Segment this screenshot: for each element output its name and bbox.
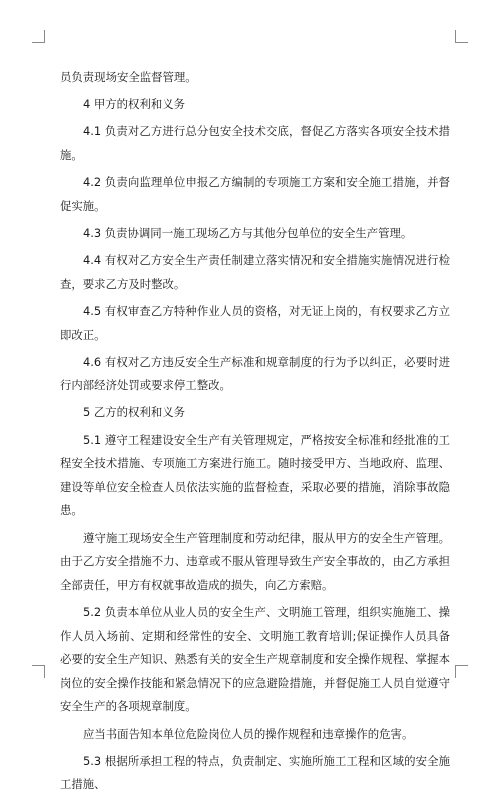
paragraph-4-2: 4.2 负责向监理单位申报乙方编制的专项施工方案和安全施工措施，并督促实施。 (60, 175, 450, 213)
crop-mark-top-left (32, 30, 45, 43)
paragraph-5-2-continued: 应当书面告知本单位危险岗位人员的操作规程和违章操作的危害。 (83, 726, 414, 741)
paragraph-5-2: 5.2 负责本单位从业人员的安全生产、文明施工管理，组织实施施工、操作人员入场前、定期和经常性的安全、文明施工教育培训;保证操作人员具备必要的安全生产知识、熟悉有关的安全生产规章制度和安全操作规程、掌握本岗位的安全操作技能和紧急情况下的应急避险措施，并督促施工人员自觉遵守安全生产的各项规章制度。 (60, 605, 450, 714)
document-body (60, 66, 450, 801)
paragraph-5-1: 5.1 遵守工程建设安全生产有关管理规定，严格按安全标准和经批准的工程安全技术措施、专项施工方案进行施工。随时接受甲方、当地政府、监理、建设等单位安全检查人员依法实施的监督检查，采取必要的措施，消除事故隐患。 (60, 432, 450, 518)
paragraph-5-3: 5.3 根据所承担工程的特点，负责制定、实施所施工工程和区域的安全施工措施、 (60, 753, 450, 792)
crop-mark-bottom-right (455, 665, 468, 678)
paragraph-5-1-continued: 遵守施工现场安全生产管理制度和劳动纪律，服从甲方的安全生产管理。由于乙方安全措施不力、违章或不服从管理导致生产安全事故的，由乙方承担全部责任，甲方有权就事故造成的损失，向乙方索赔。 (60, 530, 450, 592)
section-heading-5: 5 乙方的权利和义务 (83, 405, 185, 420)
section-heading-4: 4 甲方的权利和义务 (83, 97, 185, 112)
paragraph-4-1: 4.1 负责对乙方进行总分包安全技术交底，督促乙方落实各项安全技术措施。 (60, 124, 450, 162)
crop-mark-top-right (455, 30, 468, 43)
crop-mark-bottom-left (32, 665, 45, 678)
paragraph-4-5: 4.5 有权审查乙方特种作业人员的资格，对无证上岗的，有权要求乙方立即改正。 (60, 303, 450, 342)
paragraph-1: 员负责现场安全监督管理。 (60, 70, 197, 84)
paragraph-4-3: 4.3 负责协调同一施工现场乙方与其他分包单位的安全生产管理。 (83, 225, 413, 240)
paragraph-4-6: 4.6 有权对乙方违反安全生产标准和规章制度的行为予以纠正，必要时进行内部经济处罚或要求停工整改。 (60, 354, 450, 393)
paragraph-4-4: 4.4 有权对乙方安全生产责任制建立落实情况和安全措施实施情况进行检查，要求乙方及时整改。 (60, 253, 450, 291)
